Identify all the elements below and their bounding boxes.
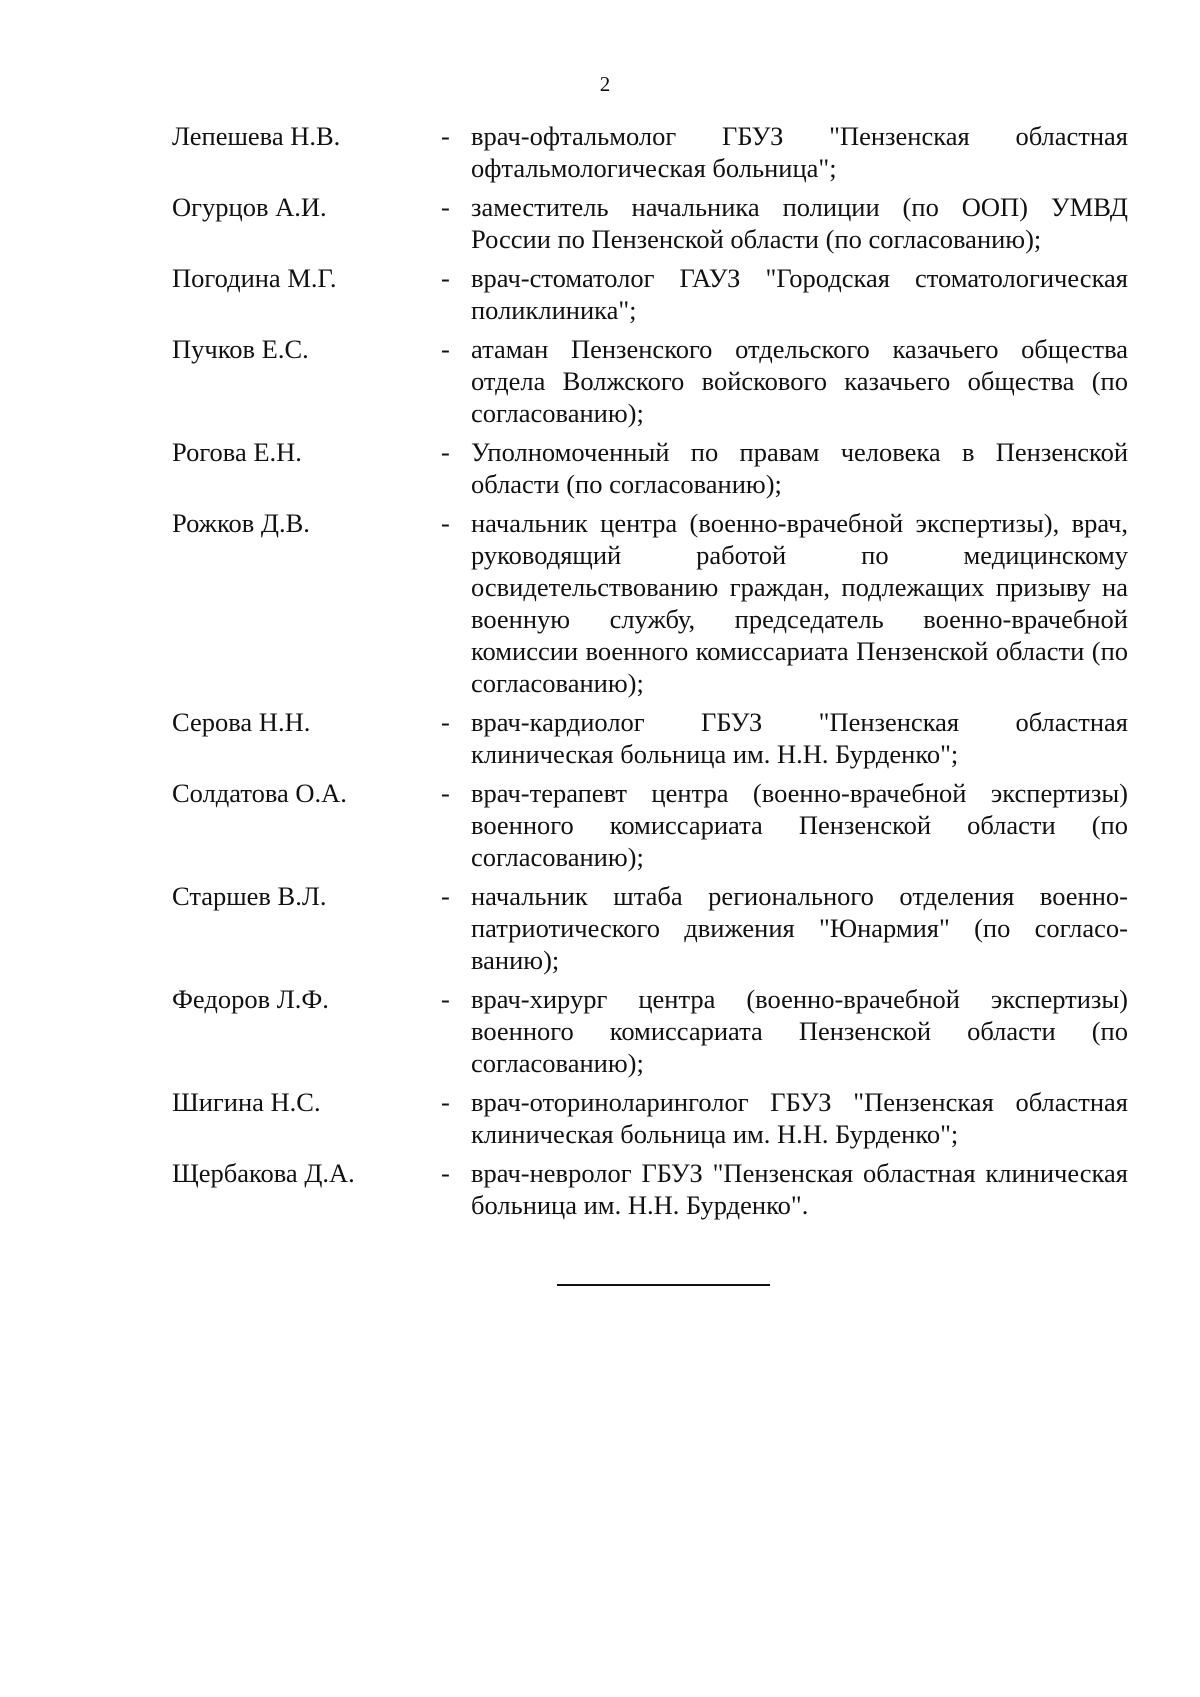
- member-position: врач-офтальмолог ГБУЗ "Пензенская областная офтальмологическая больница";: [471, 121, 1128, 183]
- member-name: Серова Н.Н.: [172, 707, 311, 737]
- dash-separator: -: [441, 984, 450, 1014]
- list-item: [172, 436, 1128, 500]
- member-position: атаман Пензенского отдельского казачьего общества отдела Волжского войскового казачьего общества (по согласованию);: [471, 334, 1128, 428]
- list-item: [172, 880, 1128, 976]
- member-name: Шигина Н.С.: [172, 1087, 321, 1117]
- member-position: врач-стоматолог ГАУЗ "Городская стоматологическая поликлиника";: [471, 263, 1128, 325]
- list-item: [172, 777, 1128, 873]
- dash-separator: -: [441, 707, 450, 737]
- member-position: врач-кардиолог ГБУЗ "Пензенская областная клиническая больница им. Н.Н. Бурденко";: [471, 707, 1128, 769]
- member-name: Лепешева Н.В.: [172, 121, 341, 151]
- dash-separator: -: [441, 121, 450, 151]
- member-position: Уполномоченный по правам человека в Пензенской области (по согласованию);: [471, 437, 1128, 499]
- page-number: 2: [599, 72, 611, 96]
- dash-separator: -: [441, 334, 450, 364]
- dash-separator: -: [441, 778, 450, 808]
- member-name: Огурцов А.И.: [172, 192, 327, 222]
- member-name: Федоров Л.Ф.: [172, 984, 329, 1014]
- member-name: Старшев В.Л.: [172, 881, 327, 911]
- list-item: [172, 706, 1128, 770]
- closing-divider: [557, 1284, 770, 1286]
- list-item: [172, 1086, 1128, 1150]
- member-name: Рожков Д.В.: [172, 508, 310, 538]
- member-name: Солдатова О.А.: [172, 778, 347, 808]
- members-list: [172, 120, 1128, 1228]
- list-item: [172, 120, 1128, 184]
- dash-separator: -: [441, 437, 450, 467]
- member-position: заместитель начальника полиции (по ООП) УМВД России по Пензенской области (по согласованию);: [471, 192, 1128, 254]
- member-name: Погодина М.Г.: [172, 263, 337, 293]
- list-item: [172, 333, 1128, 429]
- member-position: врач-хирург центра (военно-врачебной экспертизы) военного комиссариата Пензенской области (по согласованию);: [471, 984, 1128, 1078]
- member-position: врач-невролог ГБУЗ "Пензенская областная клиническая больница им. Н.Н. Бурденко".: [471, 1158, 1128, 1220]
- list-item: [172, 262, 1128, 326]
- member-position: врач-терапевт центра (военно-врачебной экспертизы) военного комиссариата Пензенской области (по согласованию);: [471, 778, 1128, 872]
- dash-separator: -: [441, 263, 450, 293]
- dash-separator: -: [441, 1087, 450, 1117]
- dash-separator: -: [441, 1158, 450, 1188]
- member-name: Щербакова Д.А.: [172, 1158, 355, 1188]
- dash-separator: -: [441, 881, 450, 911]
- member-position: врач-оториноларинголог ГБУЗ "Пензенская областная клиническая больница им. Н.Н. Бурденко";: [471, 1087, 1128, 1149]
- member-name: Рогова Е.Н.: [172, 437, 302, 467]
- list-item: [172, 191, 1128, 255]
- member-position: начальник штаба регионального отделения военно-патриотического движения "Юнармия" (по согласованию);: [471, 881, 1128, 975]
- dash-separator: -: [441, 192, 450, 222]
- list-item: [172, 1157, 1128, 1221]
- member-name: Пучков Е.С.: [172, 334, 309, 364]
- list-item: [172, 507, 1128, 699]
- member-position: начальник центра (военно-врачебной экспертизы), врач, руководящий работой по медицинскому освидетельствованию граждан, подлежащих призыву на военную службу, председатель военно-врачебной комиссии военного комиссариата Пензенской области (по согласованию);: [471, 508, 1128, 698]
- dash-separator: -: [441, 508, 450, 538]
- list-item: [172, 983, 1128, 1079]
